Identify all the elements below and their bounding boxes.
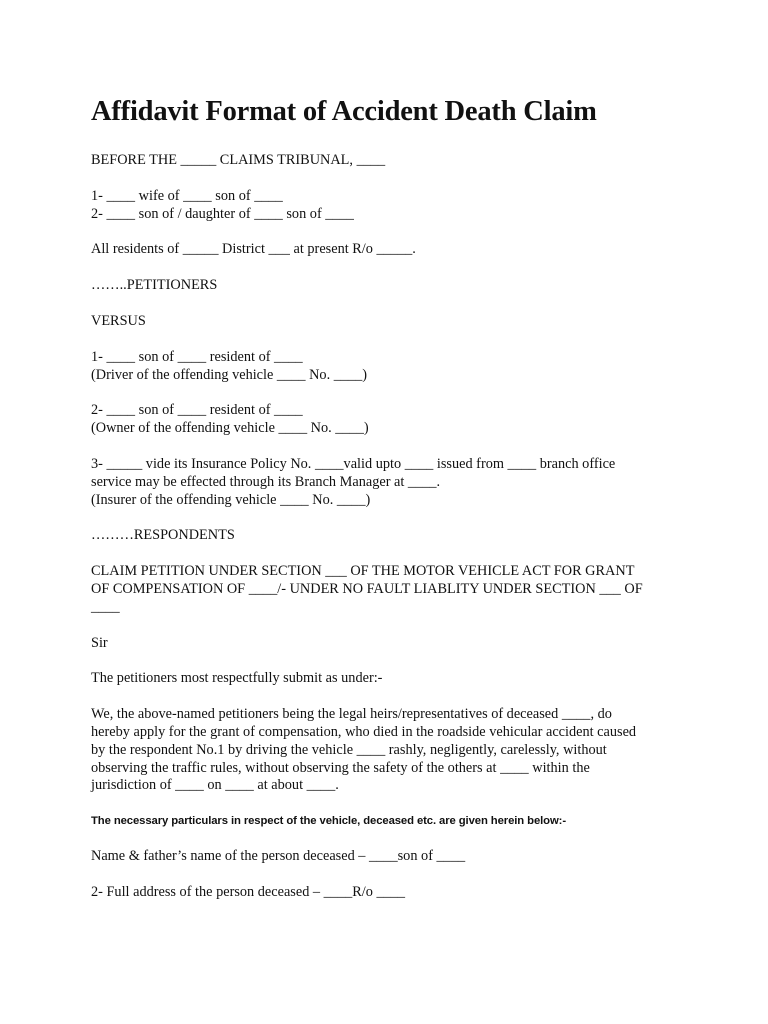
body-paragraph: [91, 706, 691, 795]
respondent-1: [91, 349, 691, 385]
particular-item-2: 2- Full address of the person deceased – ____R/o ____: [91, 883, 406, 900]
page-title: Affidavit Format of Accident Death Claim: [91, 96, 597, 127]
particular-item-1: Name & father’s name of the person deceased – ____son of ____: [91, 848, 466, 865]
body-line-4: observing the traffic rules, without observing the safety of the others at ____ within the: [91, 759, 590, 776]
claim-line-2: OF COMPENSATION OF ____/- UNDER NO FAULT LIABLITY UNDER SECTION ___ OF: [91, 580, 643, 597]
body-line-2: hereby apply for the grant of compensation, who died in the roadside vehicular accident caused: [91, 723, 637, 740]
petitioner-line-1: 1- ____ wife of ____ son of ____: [91, 187, 283, 204]
claim-line-1: CLAIM PETITION UNDER SECTION ___ OF THE MOTOR VEHICLE ACT FOR GRANT: [91, 563, 635, 580]
body-line-3: by the respondent No.1 by driving the vehicle ____ rashly, negligently, carelessly, without: [91, 741, 607, 758]
petitioners-label: ……..PETITIONERS: [91, 277, 218, 294]
respondent-2-line-1: 2- ____ son of ____ resident of ____: [91, 402, 303, 419]
respondents-label: ………RESPONDENTS: [91, 527, 235, 544]
petitioners-list: [91, 188, 691, 224]
document-page: [91, 94, 691, 920]
claim-petition-heading: [91, 563, 691, 616]
submit-line: The petitioners most respectfully submit as under:-: [91, 670, 383, 687]
respondent-1-line-1: 1- ____ son of ____ resident of ____: [91, 348, 303, 365]
respondent-3-line-3: (Insurer of the offending vehicle ____ No. ____): [91, 491, 371, 508]
respondent-3: [91, 456, 691, 509]
respondent-3-line-2: service may be effected through its Branch Manager at ____.: [91, 473, 441, 490]
claim-line-3: ____: [91, 598, 120, 615]
body-line-1: We, the above-named petitioners being the legal heirs/representatives of deceased ____, do: [91, 706, 612, 723]
particulars-heading: The necessary particulars in respect of the vehicle, deceased etc. are given herein below:-: [91, 815, 566, 828]
respondent-3-line-1: 3- _____ vide its Insurance Policy No. ____valid upto ____ issued from ____ branch office: [91, 455, 616, 472]
residents-line: All residents of _____ District ___ at present R/o _____.: [91, 241, 416, 258]
tribunal-line: BEFORE THE _____ CLAIMS TRIBUNAL, ____: [91, 152, 386, 168]
respondent-1-line-2: (Driver of the offending vehicle ____ No. ____): [91, 366, 368, 383]
body-line-5: jurisdiction of ____ on ____ at about ____.: [91, 777, 339, 794]
respondent-2: [91, 402, 691, 438]
salutation: Sir: [91, 634, 108, 651]
versus-label: VERSUS: [91, 312, 146, 329]
petitioner-line-2: 2- ____ son of / daughter of ____ son of ____: [91, 205, 354, 222]
respondent-2-line-2: (Owner of the offending vehicle ____ No. ____): [91, 420, 369, 437]
